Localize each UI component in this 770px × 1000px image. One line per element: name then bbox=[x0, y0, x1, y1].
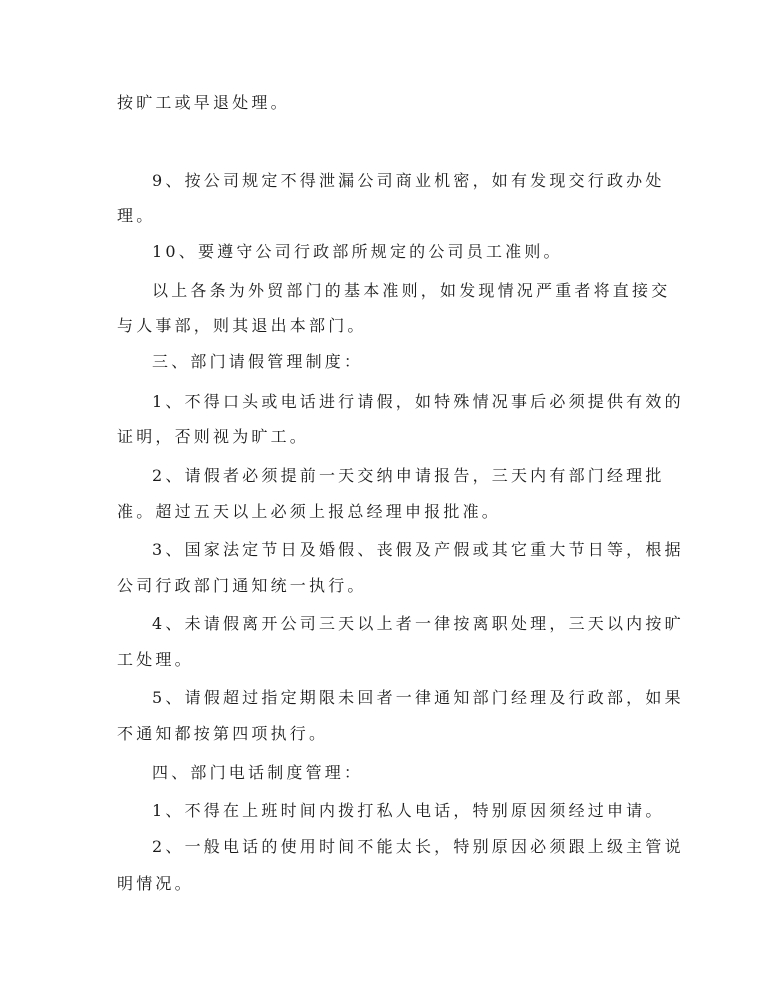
leave-rule-4-line-2: 工处理。 bbox=[117, 650, 194, 669]
leave-rule-5-line-1: 5、请假超过指定期限未回者一律通知部门经理及行政部，如果 bbox=[152, 688, 684, 707]
leave-rule-3-line-2: 公司行政部门通知统一执行。 bbox=[117, 576, 367, 595]
leave-rule-5-line-2: 不通知都按第四项执行。 bbox=[117, 724, 329, 743]
summary-line-1: 以上各条为外贸部门的基本准则，如发现情况严重者将直接交 bbox=[152, 281, 671, 300]
rule-9-line-2: 理。 bbox=[117, 206, 156, 225]
phone-rule-2-line-1: 2、一般电话的使用时间不能太长，特别原因必须跟上级主管说 bbox=[152, 837, 684, 856]
rule-9-line-1: 9、按公司规定不得泄漏公司商业机密，如有发现交行政办处 bbox=[152, 171, 665, 190]
rule-10-line-1: 10、要遵守公司行政部所规定的公司员工准则。 bbox=[152, 242, 563, 261]
phone-rule-2-line-2: 明情况。 bbox=[117, 874, 194, 893]
summary-line-2: 与人事部，则其退出本部门。 bbox=[117, 316, 367, 335]
leave-rule-1-line-2: 证明，否则视为旷工。 bbox=[117, 427, 310, 446]
phone-rule-1-line-1: 1、不得在上班时间内拨打私人电话，特别原因须经过申请。 bbox=[152, 801, 665, 820]
section-3-heading: 三、部门请假管理制度： bbox=[152, 352, 364, 371]
section-4-heading: 四、部门电话制度管理： bbox=[152, 763, 364, 782]
leave-rule-1-line-1: 1、不得口头或电话进行请假，如特殊情况事后必须提供有效的 bbox=[152, 392, 684, 411]
text-line-continuation: 按旷工或早退处理。 bbox=[117, 93, 290, 112]
leave-rule-3-line-1: 3、国家法定节日及婚假、丧假及产假或其它重大节日等，根据 bbox=[152, 540, 684, 559]
leave-rule-2-line-2: 准。超过五天以上必须上报总经理申报批准。 bbox=[117, 502, 502, 521]
leave-rule-4-line-1: 4、未请假离开公司三天以上者一律按离职处理，三天以内按旷 bbox=[152, 614, 684, 633]
leave-rule-2-line-1: 2、请假者必须提前一天交纳申请报告，三天内有部门经理批 bbox=[152, 466, 665, 485]
